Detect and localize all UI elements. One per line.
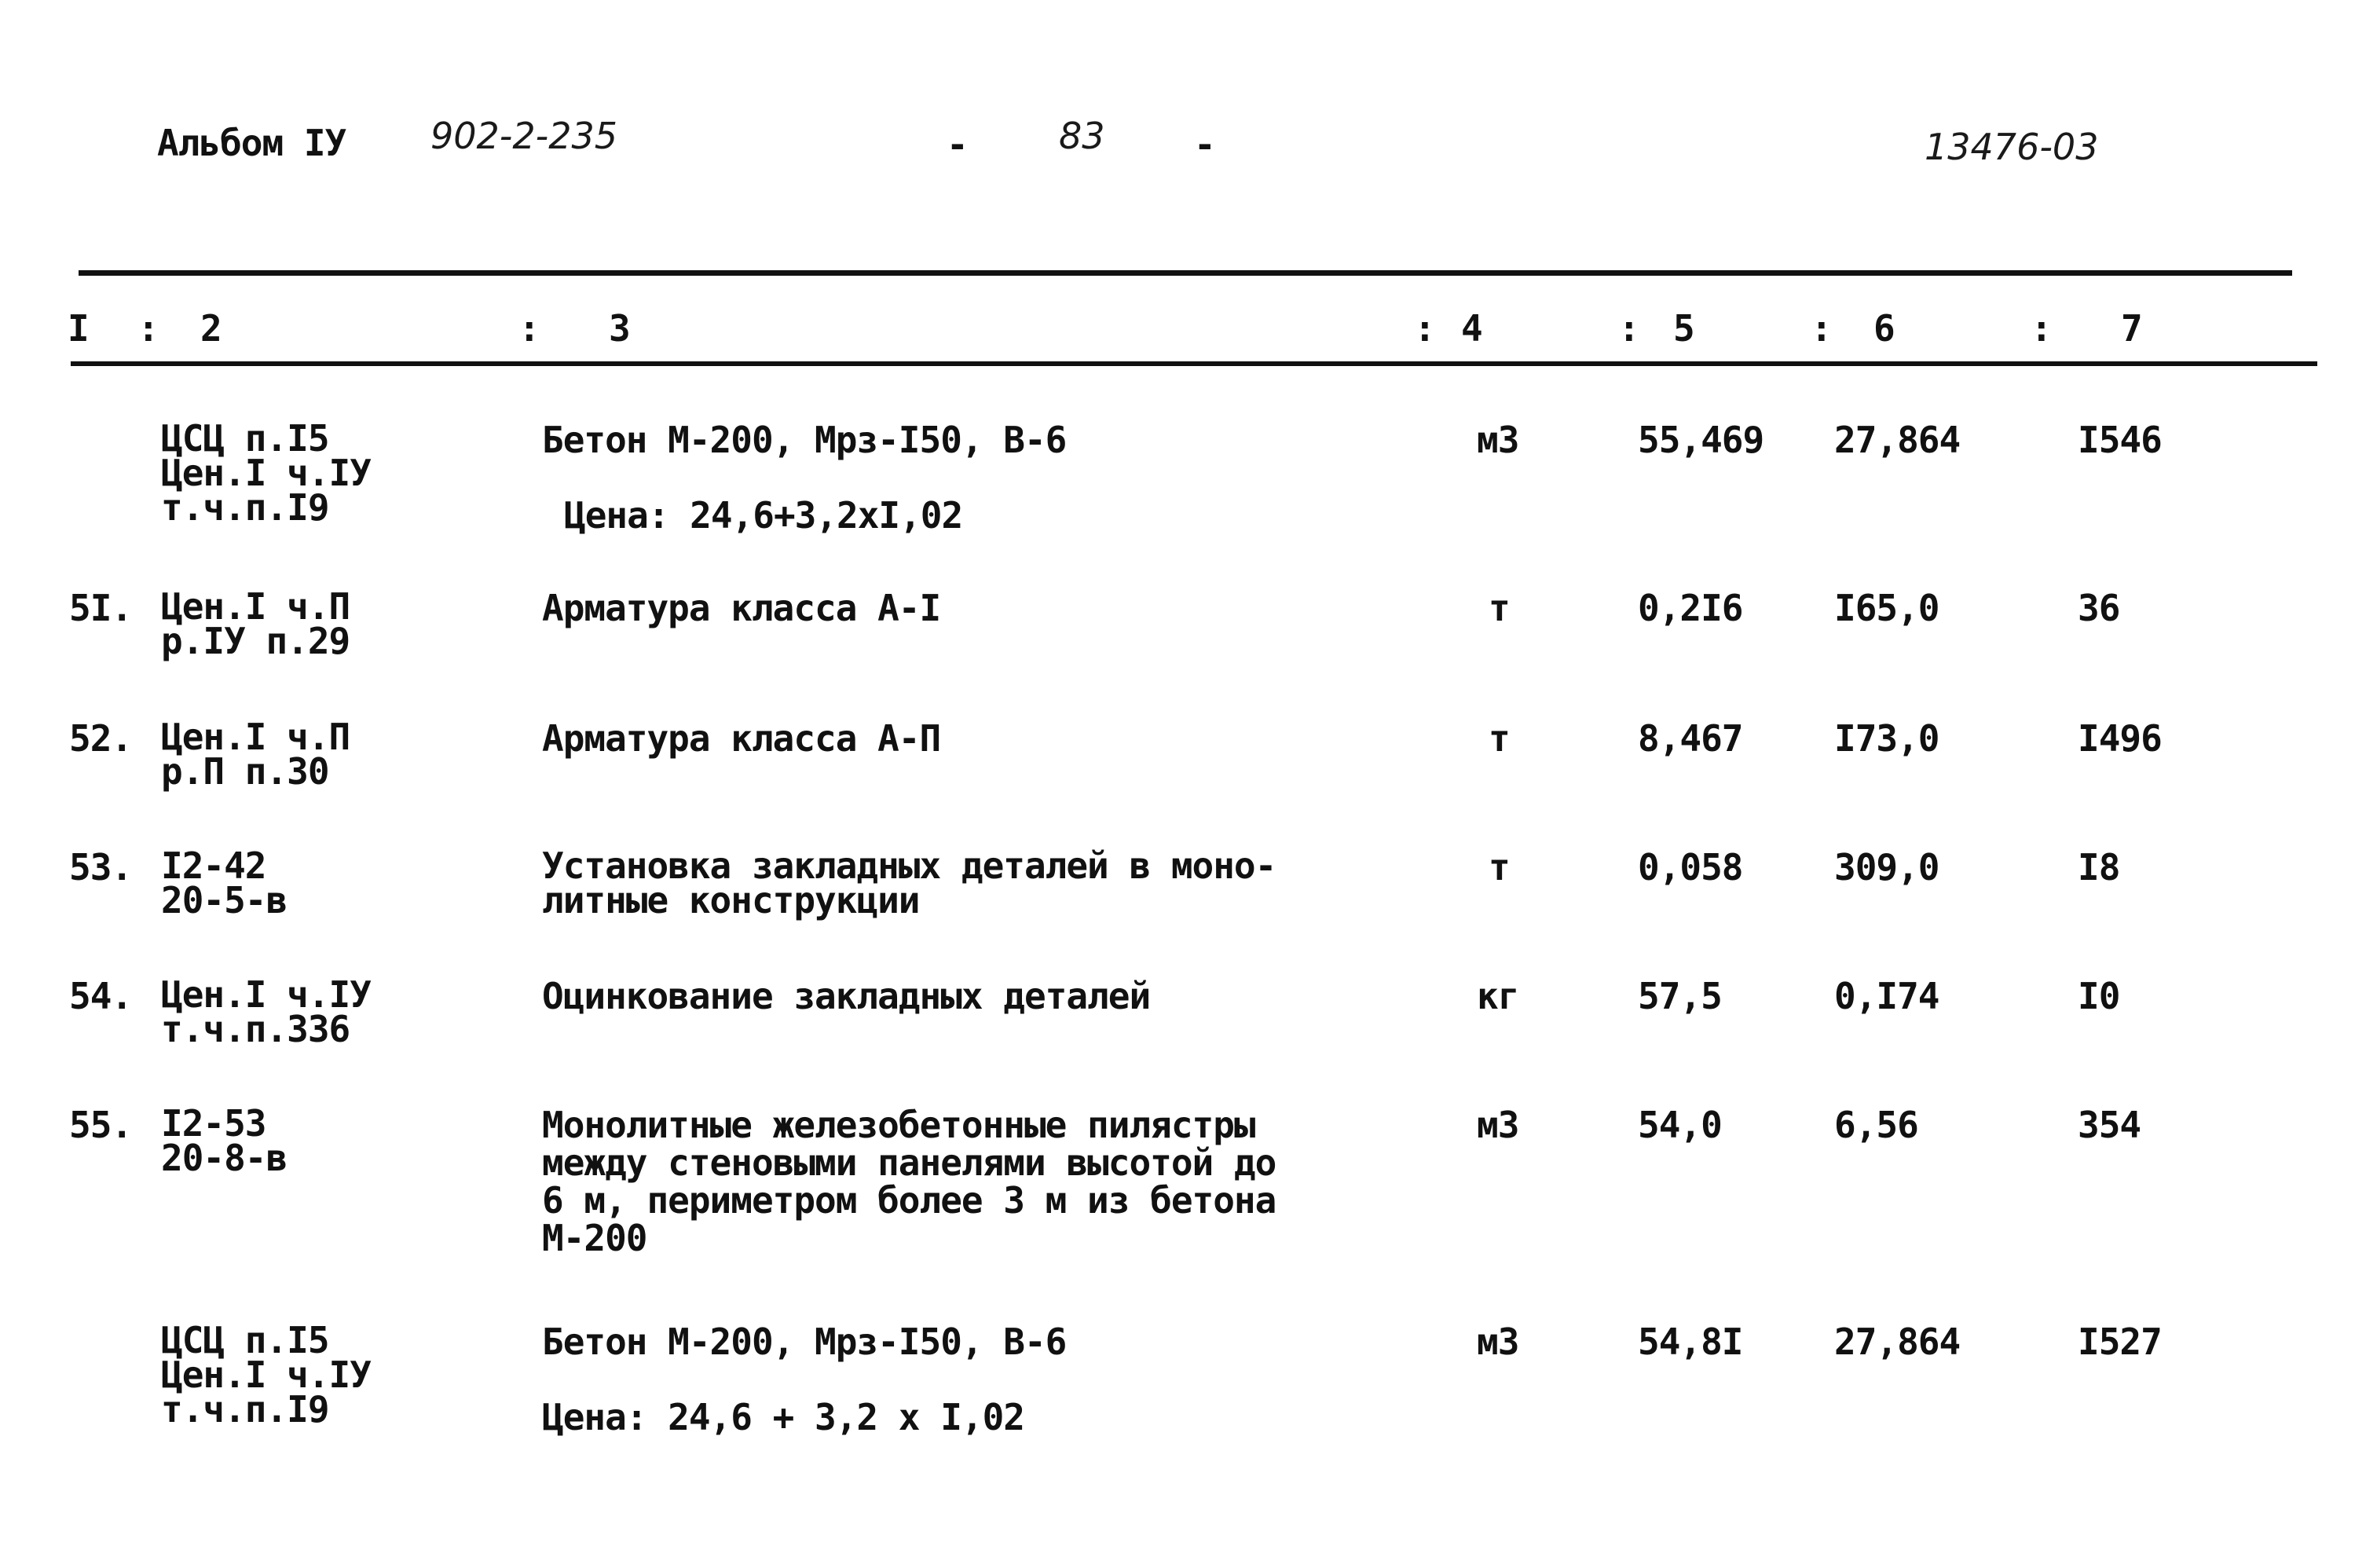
row-description: Арматура класса А-П [542,717,941,760]
row-reference: Цен.I ч.П р.П п.30 [161,716,350,793]
row-reference: Цен.I ч.П р.IУ п.29 [161,585,350,662]
row-unit-price: 6,56 [1834,1104,1918,1146]
album-label: Альбом IУ [157,122,346,164]
row-number: 52. [69,717,133,760]
page-dash-right: - [1194,123,1215,166]
column-header-7: 7 [2121,307,2142,350]
header-underline [71,361,2317,366]
document-number: 13476-03 [1925,126,2099,168]
row-unit-price: 27,864 [1834,419,1961,461]
row-unit: м3 [1477,1321,1519,1363]
column-separator: : [1414,307,1435,350]
row-reference: ЦСЦ п.I5 Цен.I ч.IУ т.ч.п.I9 [161,417,371,529]
row-description: Монолитные железобетонные пилястры между стеновыми панелями высотой до 6 м, периметром более 3 м из бетона М-200 [542,1104,1276,1259]
row-quantity: 57,5 [1638,975,1722,1017]
row-reference: Цен.I ч.IУ т.ч.п.336 [161,973,371,1050]
row-unit: м3 [1477,1104,1519,1146]
row-quantity: 55,469 [1638,419,1764,461]
row-unit-price: 27,864 [1834,1321,1961,1363]
row-description: Установка закладных деталей в моно- литные конструкции [542,844,1276,921]
row-total: I0 [2078,975,2120,1017]
row-unit: м3 [1477,419,1519,461]
row-quantity: 54,8I [1638,1321,1743,1363]
row-number: 54. [69,975,133,1017]
row-description: Оцинкование закладных деталей [542,975,1151,1017]
row-unit-price: 0,I74 [1834,975,1939,1017]
row-quantity: 54,0 [1638,1104,1722,1146]
column-separator: : [137,307,159,350]
column-separator: : [1618,307,1639,350]
row-number: 55. [69,1104,133,1146]
row-quantity: 0,2I6 [1638,587,1743,629]
row-unit-price: 309,0 [1834,846,1939,888]
page-number: 83 [1059,115,1105,157]
row-number: 5I. [69,587,133,629]
row-total: I527 [2078,1321,2162,1363]
row-total: 36 [2078,587,2120,629]
row-unit: т [1489,587,1510,629]
column-header-1: I [68,307,89,350]
row-total: I8 [2078,846,2120,888]
row-unit-price: I65,0 [1834,587,1939,629]
row-number: 53. [69,846,133,888]
row-unit: т [1489,717,1510,760]
row-price-formula: Цена: 24,6+3,2хI,02 [564,494,963,537]
row-quantity: 0,058 [1638,846,1743,888]
row-reference: ЦСЦ п.I5 Цен.I ч.IУ т.ч.п.I9 [161,1319,371,1431]
column-header-4: 4 [1461,307,1482,350]
row-description: Бетон М-200, Мрз-I50, В-6 [542,419,1067,461]
row-description: Бетон М-200, Мрз-I50, В-6 [542,1321,1067,1363]
row-unit: кг [1477,975,1519,1017]
row-total: 354 [2078,1104,2141,1146]
column-separator: : [2031,307,2052,350]
column-header-2: 2 [200,307,222,350]
page-dash-left: - [947,123,968,166]
column-header-6: 6 [1873,307,1895,350]
row-description: Арматура класса А-I [542,587,941,629]
column-separator: : [518,307,540,350]
column-separator: : [1811,307,1832,350]
top-rule [79,270,2292,276]
column-header-5: 5 [1673,307,1694,350]
row-quantity: 8,467 [1638,717,1743,760]
row-total: I496 [2078,717,2162,760]
row-unit: т [1489,846,1510,888]
column-header-3: 3 [609,307,630,350]
project-code: 902-2-235 [430,115,618,157]
row-unit-price: I73,0 [1834,717,1939,760]
row-reference: I2-53 20-8-в [161,1102,288,1179]
row-total: I546 [2078,419,2162,461]
row-reference: I2-42 20-5-в [161,844,288,921]
row-price-formula: Цена: 24,6 + 3,2 х I,02 [542,1396,1024,1438]
